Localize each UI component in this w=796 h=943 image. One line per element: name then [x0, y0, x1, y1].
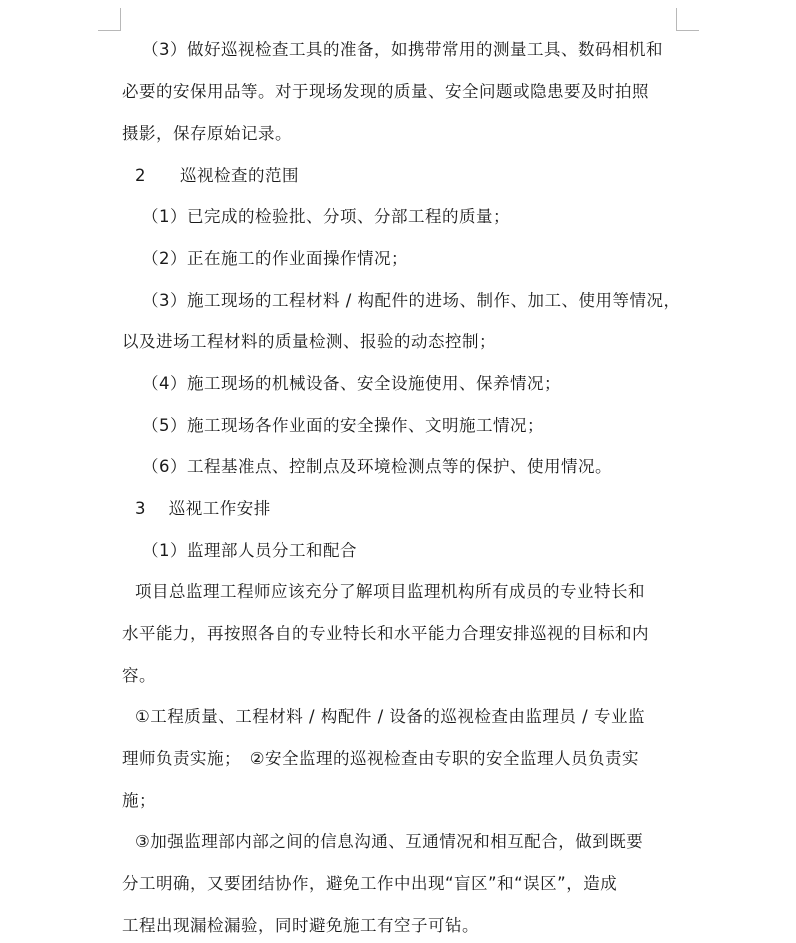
- text-line: （1）已完成的检验批、分项、分部工程的质量；: [142, 207, 510, 226]
- page-corner-mark-top-left: [98, 8, 121, 31]
- text-line: （2）正在施工的作业面操作情况；: [142, 249, 408, 268]
- text-line: 以及进场工程材料的质量检测、报验的动态控制；: [122, 332, 496, 351]
- text-line: 必要的安保用品等。对于现场发现的质量、安全问题或隐患要及时拍照: [122, 82, 649, 101]
- text-line: （4）施工现场的机械设备、安全设施使用、保养情况；: [142, 374, 561, 393]
- text-line: 工程出现漏检漏验，同时避免施工有空子可钻。: [122, 916, 479, 935]
- section-heading: 3 巡视工作安排: [135, 499, 271, 518]
- text-line: （1）监理部人员分工和配合: [142, 541, 357, 560]
- text-line: 容。: [122, 666, 156, 685]
- section-heading: 2 巡视检查的范围: [135, 166, 299, 185]
- text-line: （3）做好巡视检查工具的准备，如携带常用的测量工具、数码相机和: [142, 40, 663, 59]
- text-line: （5）施工现场各作业面的安全操作、文明施工情况；: [142, 416, 544, 435]
- text-line: 项目总监理工程师应该充分了解项目监理机构所有成员的专业特长和: [135, 582, 645, 601]
- text-line: （6）工程基准点、控制点及环境检测点等的保护、使用情况。: [142, 457, 612, 476]
- page-corner-mark-top-right: [676, 8, 699, 31]
- text-line: 理师负责实施； ②安全监理的巡视检查由专职的安全监理人员负责实: [122, 749, 640, 768]
- text-line: 水平能力，再按照各自的专业特长和水平能力合理安排巡视的目标和内: [122, 624, 649, 643]
- text-line: ③加强监理部内部之间的信息沟通、互通情况和相互配合，做到既要: [135, 832, 644, 851]
- text-line: 摄影，保存原始记录。: [122, 124, 292, 143]
- text-line: （3）施工现场的工程材料 / 构配件的进场、制作、加工、使用等情况，: [142, 291, 681, 310]
- text-line: 施；: [122, 791, 156, 810]
- text-line: ①工程质量、工程材料 / 构配件 / 设备的巡视检查由监理员 / 专业监: [135, 707, 645, 726]
- text-line: 分工明确，又要团结协作，避免工作中出现“盲区”和“误区”，造成: [122, 874, 618, 893]
